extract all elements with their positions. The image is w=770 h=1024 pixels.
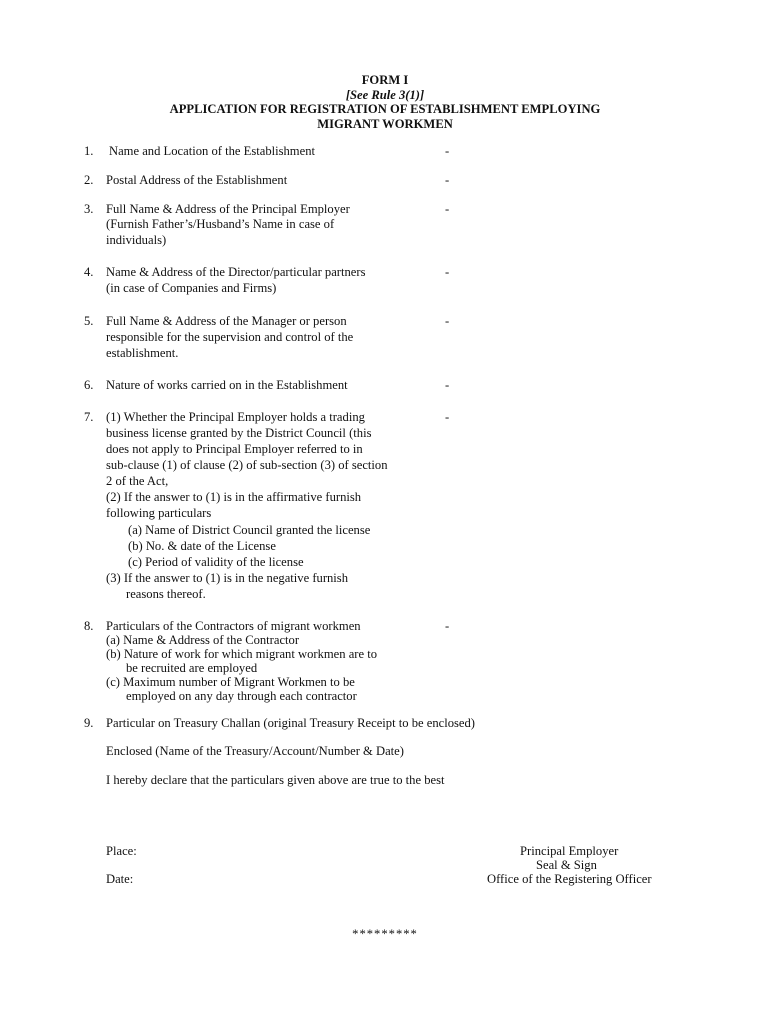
item-text: business license granted by the District Council (this [106, 426, 372, 440]
item-text: does not apply to Principal Employer referred to in [106, 442, 363, 456]
title-line-2: MIGRANT WORKMEN [317, 117, 453, 131]
item-text: (Furnish Father’s/Husband’s Name in case of [106, 217, 335, 231]
item-text: employed on any day through each contractor [126, 689, 357, 703]
title-line-1: APPLICATION FOR REGISTRATION OF ESTABLISHMENT EMPLOYING [169, 102, 601, 116]
item-text: (1) Whether the Principal Employer holds a trading [106, 410, 365, 424]
item-text: be recruited are employed [126, 661, 258, 675]
item-text: 2 of the Act, [106, 474, 169, 488]
end-mark: ********* [352, 927, 418, 941]
item-number: 8. [84, 619, 94, 633]
item-text: Particular on Treasury Challan (original Treasury Receipt to be enclosed) [106, 716, 475, 730]
item-text: Name and Location of the Establishment [109, 144, 315, 158]
item-text: (b) Nature of work for which migrant workmen are to [106, 647, 378, 661]
item-dash: - [445, 265, 450, 279]
item-text: establishment. [106, 346, 179, 360]
item-dash: - [445, 410, 450, 424]
item-text: Nature of works carried on in the Establishment [106, 378, 348, 392]
item-text: responsible for the supervision and control of the [106, 330, 354, 344]
item-text: (c) Maximum number of Migrant Workmen to be [106, 675, 355, 689]
signature-seal-sign: Seal & Sign [536, 858, 597, 872]
item-text: (in case of Companies and Firms) [106, 281, 277, 295]
item-subtext: (a) Name of District Council granted the license [128, 523, 371, 537]
form-title: FORM I [361, 73, 409, 87]
item-number: 3. [84, 202, 94, 216]
item-number: 4. [84, 265, 94, 279]
item-text: (2) If the answer to (1) is in the affirmative furnish [106, 490, 362, 504]
item-text: Postal Address of the Establishment [106, 173, 288, 187]
item-text: Particulars of the Contractors of migrant workmen [106, 619, 361, 633]
item-number: 2. [84, 173, 94, 187]
item-dash: - [445, 314, 450, 328]
item-dash: - [445, 144, 450, 158]
signature-principal-employer: Principal Employer [520, 844, 619, 858]
signature-registering-office: Office of the Registering Officer [487, 872, 652, 886]
item-dash: - [445, 173, 450, 187]
item-number: 7. [84, 410, 94, 424]
item-text: Name & Address of the Director/particular partners [106, 265, 366, 279]
item-text: individuals) [106, 233, 167, 247]
item-subtext: (c) Period of validity of the license [128, 555, 304, 569]
item-number: 9. [84, 716, 94, 730]
enclosed-line: Enclosed (Name of the Treasury/Account/Number & Date) [106, 744, 404, 758]
item-subtext: (b) No. & date of the License [128, 539, 276, 553]
declaration-line: I hereby declare that the particulars given above are true to the best [106, 773, 445, 787]
item-text: Full Name & Address of the Principal Employer [106, 202, 350, 216]
item-text: reasons thereof. [126, 587, 206, 601]
rule-reference: [See Rule 3(1)] [345, 88, 425, 102]
item-dash: - [445, 619, 450, 633]
item-text: (a) Name & Address of the Contractor [106, 633, 300, 647]
place-label: Place: [106, 844, 137, 858]
item-dash: - [445, 202, 450, 216]
item-text: Full Name & Address of the Manager or person [106, 314, 347, 328]
item-number: 6. [84, 378, 94, 392]
item-number: 1. [84, 144, 94, 158]
item-text: (3) If the answer to (1) is in the negative furnish [106, 571, 349, 585]
date-label: Date: [106, 872, 134, 886]
item-text: following particulars [106, 506, 212, 520]
item-dash: - [445, 378, 450, 392]
item-number: 5. [84, 314, 94, 328]
item-text: sub-clause (1) of clause (2) of sub-section (3) of section [106, 458, 388, 472]
